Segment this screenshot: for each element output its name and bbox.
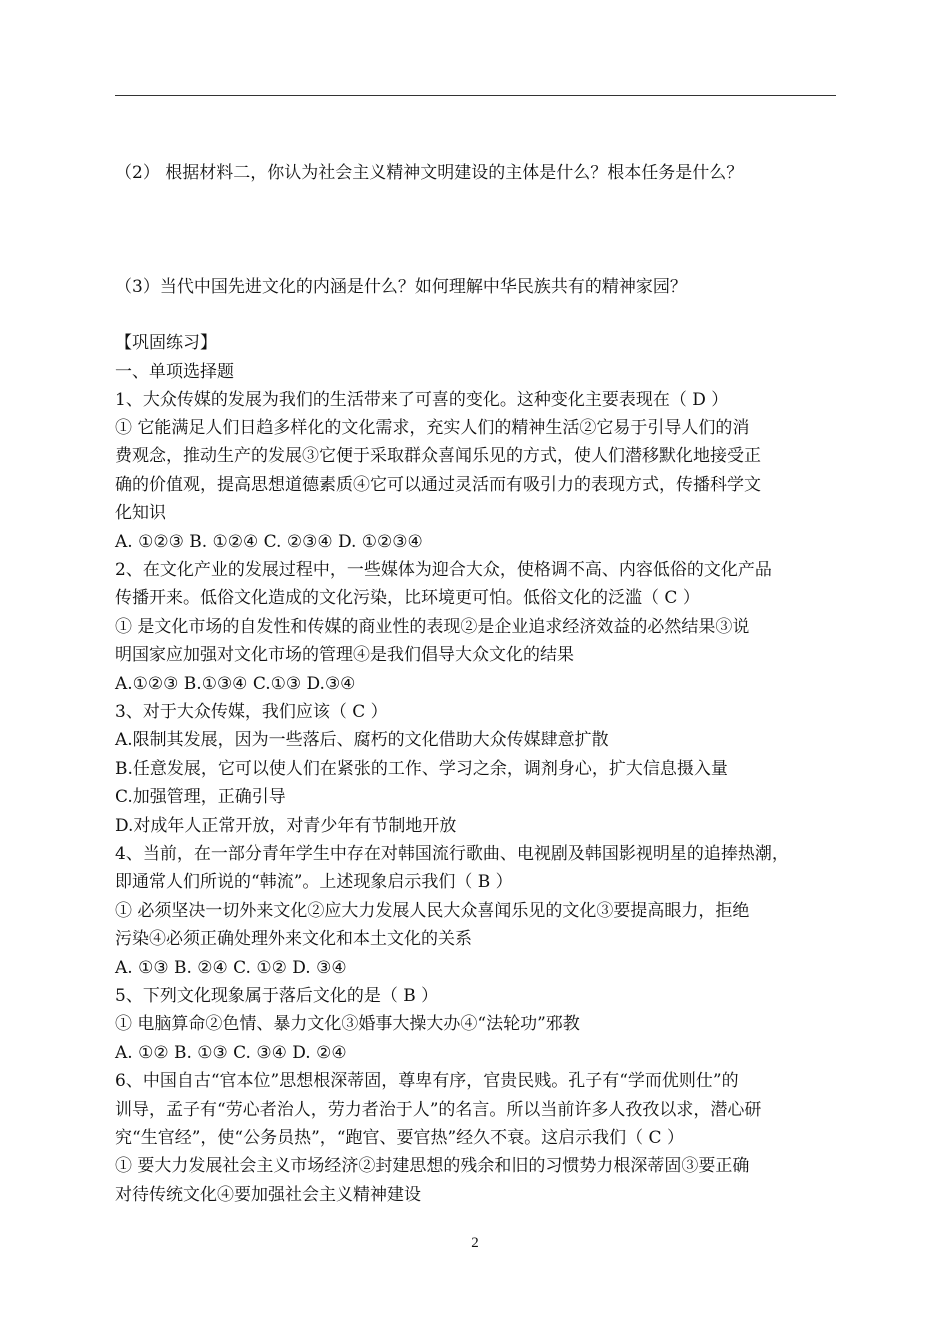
- mc6-statement-line: ① 要大力发展社会主义市场经济②封建思想的残余和旧的习惯势力根深蒂固③要正确: [115, 1156, 750, 1176]
- mc1-stem: 1、大众传媒的发展为我们的生活带来了可喜的变化。这种变化主要表现在（ D ）: [115, 390, 729, 410]
- mc2-stem: 传播开来。低俗文化造成的文化污染，比环境更可怕。低俗文化的泛滥（ C ）: [115, 588, 700, 608]
- page-number: 2: [471, 1235, 479, 1251]
- mc1-statement-line: 确的价值观，提高思想道德素质④它可以通过灵活而有吸引力的表现方式，传播科学文: [115, 475, 761, 495]
- mc2-statement-line: ① 是文化市场的自发性和传媒的商业性的表现②是企业追求经济效益的必然结果③说: [115, 617, 750, 637]
- mc1-statement-line: ① 它能满足人们日趋多样化的文化需求，充实人们的精神生活②它易于引导人们的消: [115, 418, 750, 438]
- mc3-option-c: C.加强管理，正确引导: [115, 787, 286, 807]
- mc1-statement-line: 化知识: [115, 503, 166, 523]
- mc6-stem: 6、中国自古“官本位”思想根深蒂固，尊卑有序，官贵民贱。孔子有“学而优则仕”的: [115, 1071, 739, 1091]
- mc5-stem: 5、下列文化现象属于落后文化的是（ B ）: [115, 986, 439, 1006]
- mc6-stem: 训导，孟子有“劳心者治人，劳力者治于人”的名言。所以当前许多人孜孜以求，潜心研: [115, 1100, 762, 1120]
- mc5-statement-line: ① 电脑算命②色情、暴力文化③婚事大操大办④“法轮功”邪教: [115, 1014, 580, 1034]
- mc4-statement-line: 污染④必须正确处理外来文化和本土文化的关系: [115, 929, 472, 949]
- mc3-option-a: A.限制其发展，因为一些落后、腐朽的文化借助大众传媒肆意扩散: [115, 730, 609, 750]
- mc4-options: A. ①③ B. ②④ C. ①② D. ③④: [115, 958, 347, 978]
- mc3-option-b: B.任意发展，它可以使人们在紧张的工作、学习之余，调剂身心，扩大信息摄入量: [115, 759, 728, 779]
- mc4-statement-line: ① 必须坚决一切外来文化②应大力发展人民大众喜闻乐见的文化③要提高眼力，拒绝: [115, 901, 750, 921]
- section-subtitle: 一、单项选择题: [115, 362, 234, 382]
- mc3-option-d: D.对成年人正常开放，对青少年有节制地开放: [115, 816, 457, 836]
- question-3-text: （3）当代中国先进文化的内涵是什么？如何理解中华民族共有的精神家园？: [115, 277, 687, 297]
- mc1-options: A. ①②③ B. ①②④ C. ②③④ D. ①②③④: [115, 532, 423, 552]
- mc1-statement-line: 费观念，推动生产的发展③它便于采取群众喜闻乐见的方式，使人们潜移默化地接受正: [115, 446, 761, 466]
- question-2-text: （2） 根据材料二，你认为社会主义精神文明建设的主体是什么？根本任务是什么？: [115, 163, 744, 183]
- mc6-statement-line: 对待传统文化④要加强社会主义精神建设: [115, 1185, 421, 1205]
- mc6-stem: 究“生官经”，使“公务员热”，“跑官、要官热”经久不衰。这启示我们（ C ）: [115, 1128, 684, 1148]
- header-rule: [115, 95, 836, 96]
- mc4-stem: 即通常人们所说的“韩流”。上述现象启示我们（ B ）: [115, 872, 513, 892]
- mc4-stem: 4、当前，在一部分青年学生中存在对韩国流行歌曲、电视剧及韩国影视明星的追捧热潮，: [115, 844, 789, 864]
- mc5-options: A. ①② B. ①③ C. ③④ D. ②④: [115, 1043, 347, 1063]
- mc2-statement-line: 明国家应加强对文化市场的管理④是我们倡导大众文化的结果: [115, 645, 574, 665]
- mc2-stem: 2、在文化产业的发展过程中，一些媒体为迎合大众，使格调不高、内容低俗的文化产品: [115, 560, 772, 580]
- mc2-options: A.①②③ B.①③④ C.①③ D.③④: [115, 674, 356, 694]
- mc3-stem: 3、对于大众传媒，我们应该（ C ）: [115, 702, 388, 722]
- section-title: 【巩固练习】: [115, 333, 217, 353]
